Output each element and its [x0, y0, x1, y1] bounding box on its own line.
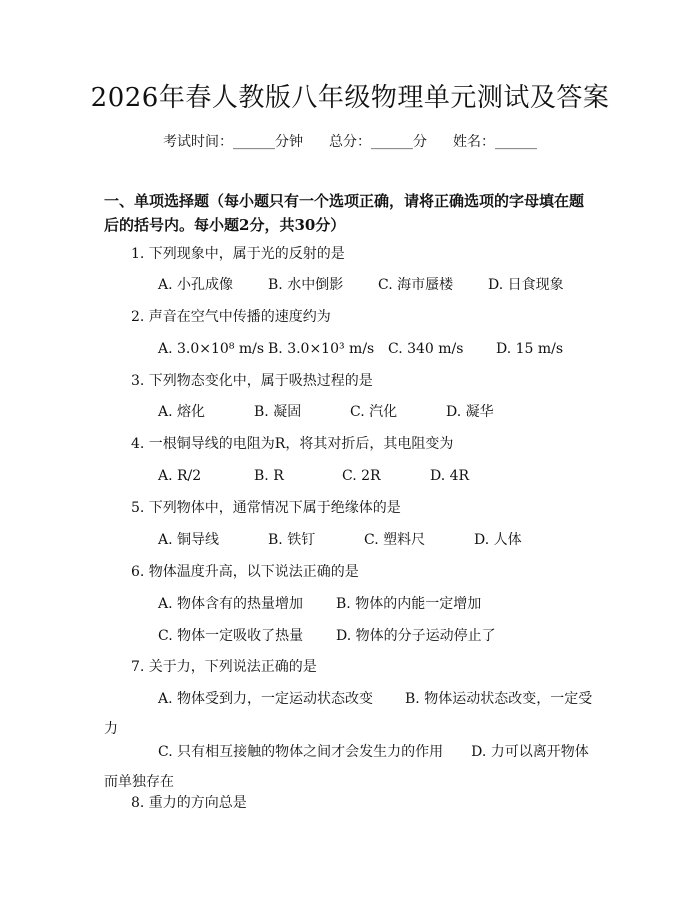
section-heading: 一、单项选择题（每小题只有一个选项正确，请将正确选项的字母填在题后的括号内。每小题2分，共30分） — [104, 192, 585, 234]
question-5-option-b: B. 铁钉 — [268, 532, 316, 548]
total-score-field: 总分：______分 — [329, 134, 427, 150]
question-7-options-row-1 — [104, 684, 600, 744]
exam-time-field: 考试时间：______分钟 — [163, 134, 303, 150]
question-3-option-b: B. 凝固 — [254, 404, 302, 420]
question-7-option-a: A. 物体受到力，一定运动状态改变 — [158, 691, 374, 707]
exam-info-row — [0, 132, 700, 152]
exam-title: 2026年春人教版八年级物理单元测试及答案 — [90, 83, 610, 113]
question-7-option-d: D. 力可以离开物体而单独存在 — [104, 744, 589, 790]
question-4-option-b: B. R — [254, 468, 284, 484]
student-name-field: 姓名：______ — [453, 134, 537, 150]
question-2-stem: 2. 声音在空气中传播的速度约为 — [131, 309, 331, 325]
question-3-option-c: C. 汽化 — [350, 404, 398, 420]
question-7-options-row-2 — [104, 737, 600, 797]
question-2-option-d: D. 15 m/s — [496, 341, 564, 357]
question-4-option-c: C. 2R — [342, 468, 381, 484]
question-7-stem: 7. 关于力，下列说法正确的是 — [131, 659, 317, 675]
question-1-option-b: B. 水中倒影 — [268, 277, 344, 293]
question-6-option-d: D. 物体的分子运动停止了 — [336, 628, 496, 644]
question-2-option-a: A. 3.0×10⁸ m/s — [158, 341, 265, 357]
question-2-option-c: C. 340 m/s — [388, 341, 464, 357]
question-2-option-b: B. 3.0×10³ m/s — [268, 341, 375, 357]
question-4-option-d: D. 4R — [430, 468, 470, 484]
question-4-stem: 4. 一根铜导线的电阻为R，将其对折后，其电阻变为 — [131, 436, 454, 452]
question-8-stem: 8. 重力的方向总是 — [131, 795, 247, 811]
question-1-option-c: C. 海市蜃楼 — [378, 277, 454, 293]
question-3-option-a: A. 熔化 — [158, 404, 206, 420]
question-3-option-d: D. 凝华 — [446, 404, 494, 420]
question-5-stem: 5. 下列物体中，通常情况下属于绝缘体的是 — [131, 500, 401, 516]
question-5-option-c: C. 塑料尺 — [364, 532, 426, 548]
question-1-option-a: A. 小孔成像 — [158, 277, 234, 293]
question-6-option-b: B. 物体的内能一定增加 — [336, 596, 482, 612]
question-7-option-b: B. 物体运动状态改变，一定受力 — [104, 691, 593, 737]
question-1-stem: 1. 下列现象中，属于光的反射的是 — [131, 246, 345, 262]
question-7-option-c: C. 只有相互接触的物体之间才会发生力的作用 — [158, 744, 444, 760]
question-5-option-a: A. 铜导线 — [158, 532, 220, 548]
question-6-option-c: C. 物体一定吸收了热量 — [158, 628, 304, 644]
question-4-option-a: A. R/2 — [158, 468, 202, 484]
question-1-option-d: D. 日食现象 — [488, 277, 564, 293]
question-6-stem: 6. 物体温度升高，以下说法正确的是 — [131, 564, 359, 580]
question-6-option-a: A. 物体含有的热量增加 — [158, 596, 304, 612]
question-5-option-d: D. 人体 — [474, 532, 522, 548]
question-3-stem: 3. 下列物态变化中，属于吸热过程的是 — [131, 373, 373, 389]
